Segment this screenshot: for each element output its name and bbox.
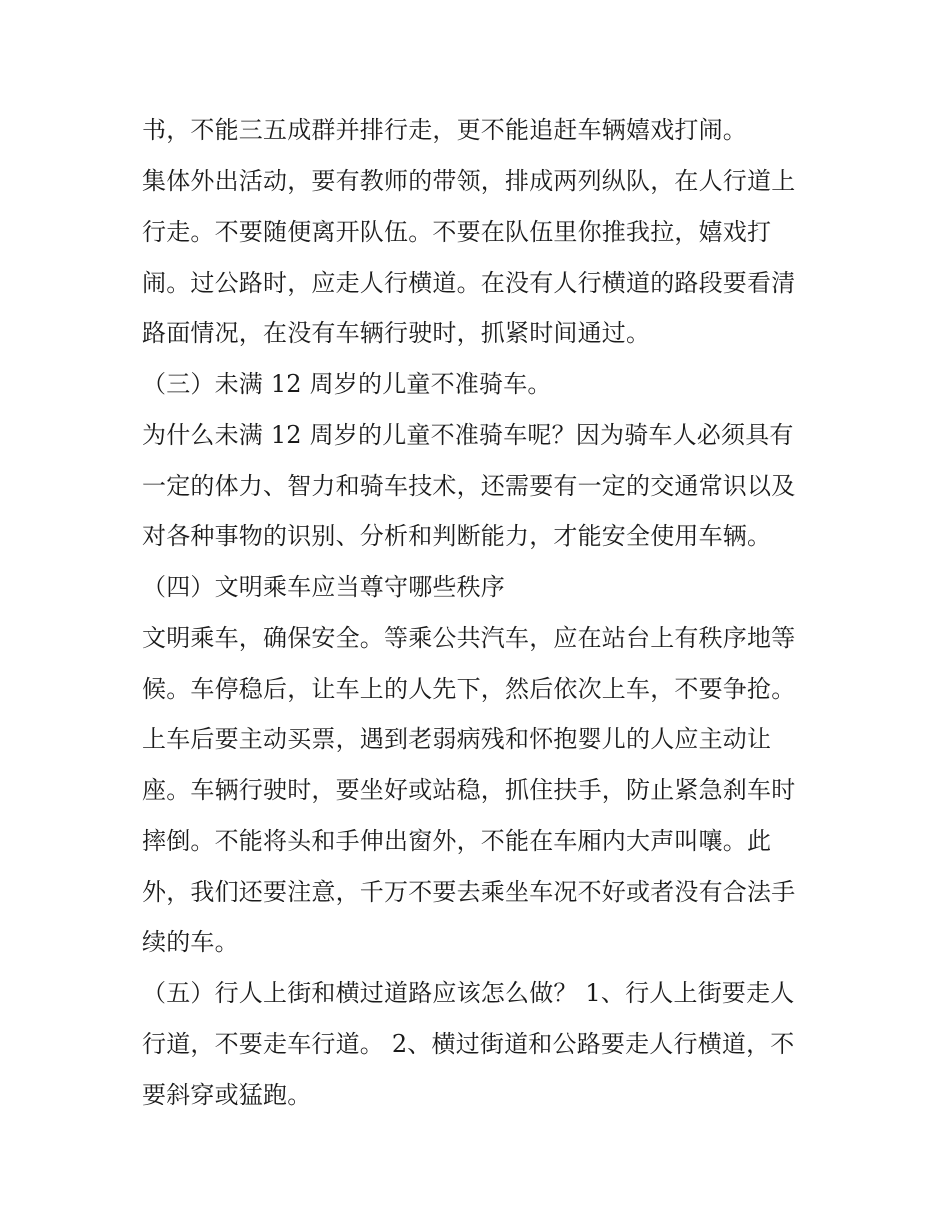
text-line: 座。车辆行驶时，要坐好或站稳，抓住扶手，防止紧急刹车时 bbox=[142, 776, 796, 804]
text-line: 外，我们还要注意，千万不要去乘坐车况不好或者没有合法手 bbox=[142, 878, 796, 906]
text-line: 上车后要主动买票，遇到老弱病残和怀抱婴儿的人应主动让 bbox=[142, 725, 772, 753]
text-line: 摔倒。不能将头和手伸出窗外，不能在车厢内大声叫嚷。此 bbox=[142, 827, 772, 855]
text-line: 一定的体力、智力和骑车技术，还需要有一定的交通常识以及 bbox=[142, 472, 796, 500]
text-line: 闹。过公路时，应走人行横道。在没有人行横道的路段要看清 bbox=[142, 269, 796, 297]
text-line: 为什么未满 12 周岁的儿童不准骑车呢？因为骑车人必须具有 bbox=[142, 421, 794, 449]
text-line: 路面情况，在没有车辆行驶时，抓紧时间通过。 bbox=[142, 319, 651, 347]
text-line: 书，不能三五成群并排行走，更不能追赶车辆嬉戏打闹。 bbox=[142, 116, 747, 144]
text-line: 行走。不要随便离开队伍。不要在队伍里你推我拉，嬉戏打 bbox=[142, 218, 772, 246]
text-line: 对各种事物的识别、分析和判断能力，才能安全使用车辆。 bbox=[142, 522, 772, 550]
section-heading: （四）文明乘车应当尊守哪些秩序 bbox=[142, 573, 505, 601]
text-line: 集体外出活动，要有教师的带领，排成两列纵队，在人行道上 bbox=[142, 167, 796, 195]
text-line: 候。车停稳后，让车上的人先下，然后依次上车，不要争抢。 bbox=[142, 675, 796, 703]
text-line: 行道，不要走车行道。 2、横过街道和公路要走人行横道，不 bbox=[142, 1030, 795, 1058]
section-heading: （三）未满 12 周岁的儿童不准骑车。 bbox=[142, 370, 552, 398]
section-heading: （五）行人上街和横过道路应该怎么做？ 1、行人上街要走人 bbox=[142, 979, 795, 1007]
text-line: 要斜穿或猛跑。 bbox=[142, 1081, 312, 1109]
text-line: 文明乘车，确保安全。等乘公共汽车，应在站台上有秩序地等 bbox=[142, 624, 796, 652]
text-line: 续的车。 bbox=[142, 928, 239, 956]
